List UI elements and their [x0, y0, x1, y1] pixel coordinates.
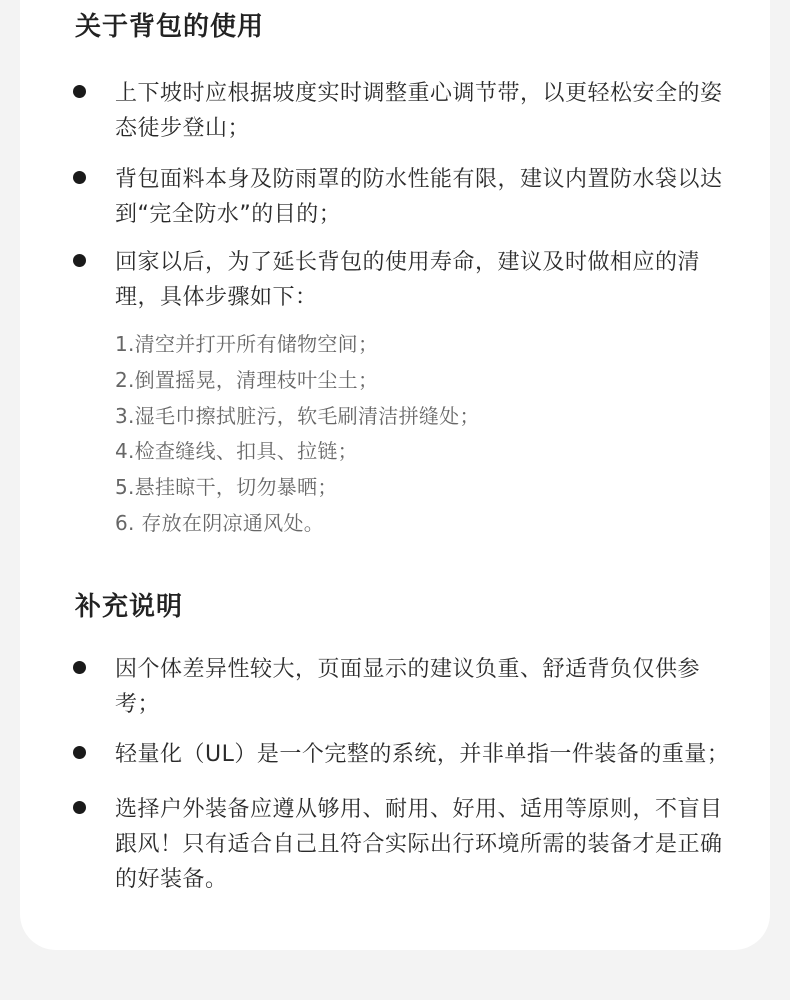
step-item-2: 2.倒置摇晃，清理枝叶尘土；: [115, 368, 379, 392]
bullet-dot-icon: [73, 171, 86, 184]
bullet-dot-icon: [73, 661, 86, 674]
list-item-text: 选择户外装备应遵从够用、耐用、好用、适用等原则，不盲目跟风！只有适合自己且符合实际出行环境所需的装备才是正确的好装备。: [115, 797, 723, 892]
list-item-text: 上下坡时应根据坡度实时调整重心调节带，以更轻松安全的姿态徒步登山；: [115, 81, 723, 141]
step-item-3: 3.湿毛巾擦拭脏污，软毛刷清洁拼缝处；: [115, 404, 480, 428]
step-item-5: 5.悬挂晾干，切勿暴晒；: [115, 475, 338, 499]
step-item-6: 6. 存放在阴凉通风处。: [115, 511, 325, 535]
bullet-dot-icon: [73, 746, 86, 759]
list-item-text: 回家以后，为了延长背包的使用寿命，建议及时做相应的清理，具体步骤如下：: [115, 250, 701, 310]
list-item-text: 背包面料本身及防雨罩的防水性能有限，建议内置防水袋以达到“完全防水”的目的；: [115, 167, 723, 227]
section-title-supplement: 补充说明: [75, 592, 184, 622]
bullet-dot-icon: [73, 85, 86, 98]
list-item-text: 轻量化（UL）是一个完整的系统，并非单指一件装备的重量；: [115, 742, 730, 767]
bullet-dot-icon: [73, 254, 86, 267]
bullet-dot-icon: [73, 801, 86, 814]
step-item-4: 4.检查缝线、扣具、拉链；: [115, 439, 358, 463]
section-title-usage: 关于背包的使用: [75, 12, 265, 42]
step-item-1: 1.清空并打开所有储物空间；: [115, 332, 379, 356]
list-item-text: 因个体差异性较大，页面显示的建议负重、舒适背负仅供参考；: [115, 657, 701, 717]
